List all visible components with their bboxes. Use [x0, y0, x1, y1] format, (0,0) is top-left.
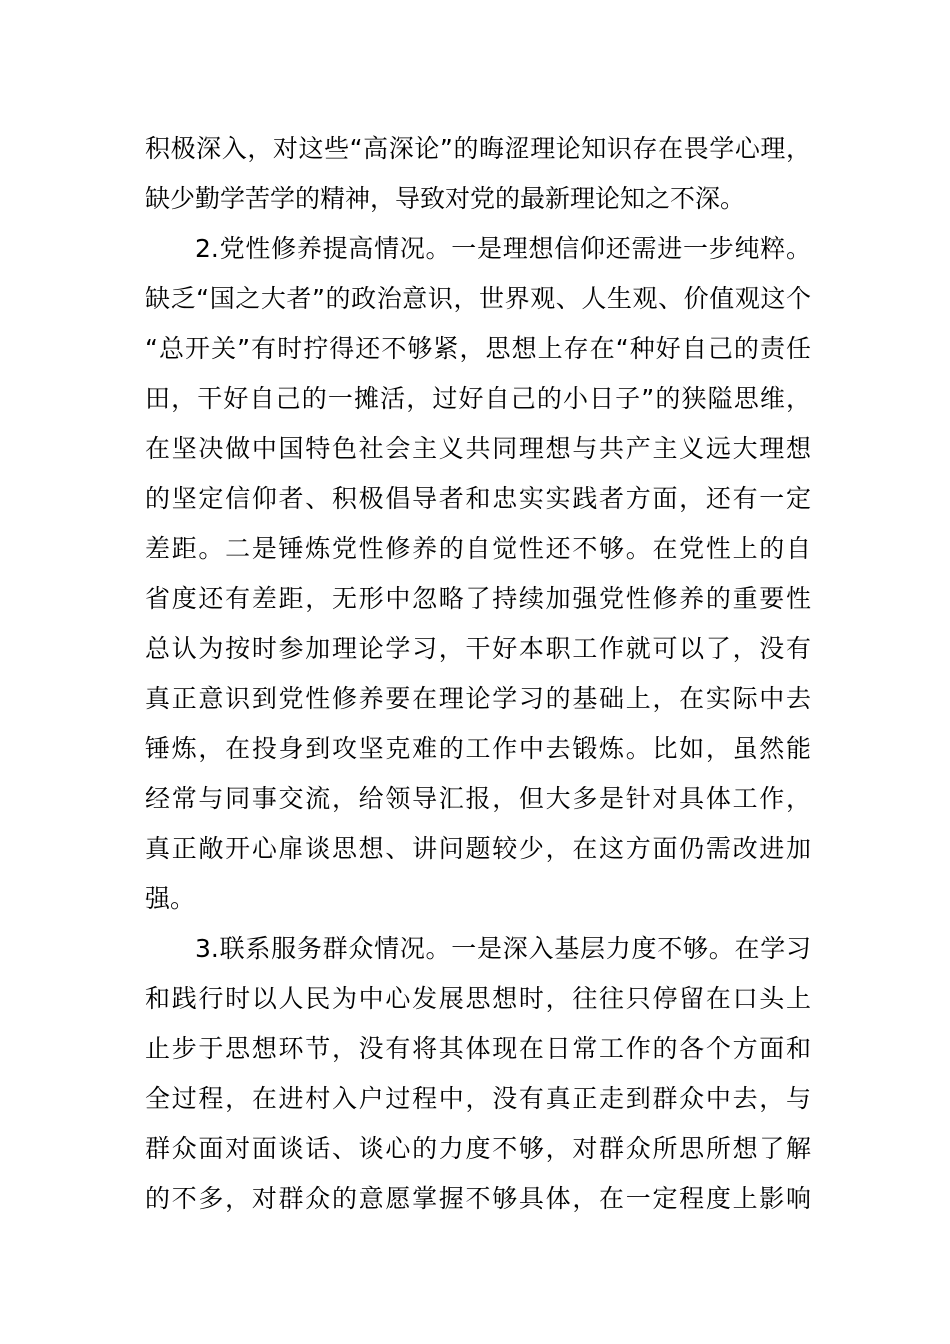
text-line: 缺少勤学苦学的精神，导致对党的最新理论知之不深。: [145, 184, 746, 213]
text-line: 强。: [145, 884, 196, 913]
text-line: 的不多，对群众的意愿掌握不够具体，在一定程度上影响: [145, 1184, 811, 1213]
text-line: “总开关”有时拧得还不够紧，思想上存在“种好自己的责任: [145, 334, 811, 363]
text-line: 锤炼，在投身到攻坚克难的工作中去锻炼。比如，虽然能: [145, 734, 811, 763]
text-line: 积极深入，对这些“高深论”的晦涩理论知识存在畏学心理，: [145, 134, 811, 163]
text-line: 经常与同事交流，给领导汇报，但大多是针对具体工作，: [145, 784, 811, 813]
text-line: 和践行时以人民为中心发展思想时，往往只停留在口头上: [145, 984, 811, 1013]
text-line: 全过程，在进村入户过程中，没有真正走到群众中去，与: [145, 1084, 811, 1113]
text-line: 3.联系服务群众情况。一是深入基层力度不够。在学习: [195, 934, 811, 963]
text-line: 的坚定信仰者、积极倡导者和忠实实践者方面，还有一定: [145, 484, 811, 513]
text-line: 田，干好自己的一摊活，过好自己的小日子”的狭隘思维，: [145, 384, 811, 413]
text-line: 省度还有差距，无形中忽略了持续加强党性修养的重要性: [145, 584, 811, 613]
document-body: [145, 124, 811, 1224]
text-line: 群众面对面谈话、谈心的力度不够，对群众所思所想了解: [145, 1134, 811, 1163]
text-line: 真正意识到党性修养要在理论学习的基础上，在实际中去: [145, 684, 811, 713]
text-line: 真正敞开心扉谈思想、讲问题较少，在这方面仍需改进加: [145, 834, 811, 863]
text-line: 差距。二是锤炼党性修养的自觉性还不够。在党性上的自: [145, 534, 811, 563]
text-line: 止步于思想环节，没有将其体现在日常工作的各个方面和: [145, 1034, 811, 1063]
text-line: 总认为按时参加理论学习，干好本职工作就可以了，没有: [145, 634, 811, 663]
text-line: 在坚决做中国特色社会主义共同理想与共产主义远大理想: [145, 434, 811, 463]
text-line: 2.党性修养提高情况。一是理想信仰还需进一步纯粹。: [195, 234, 811, 263]
text-line: 缺乏“国之大者”的政治意识，世界观、人生观、价值观这个: [145, 284, 811, 313]
